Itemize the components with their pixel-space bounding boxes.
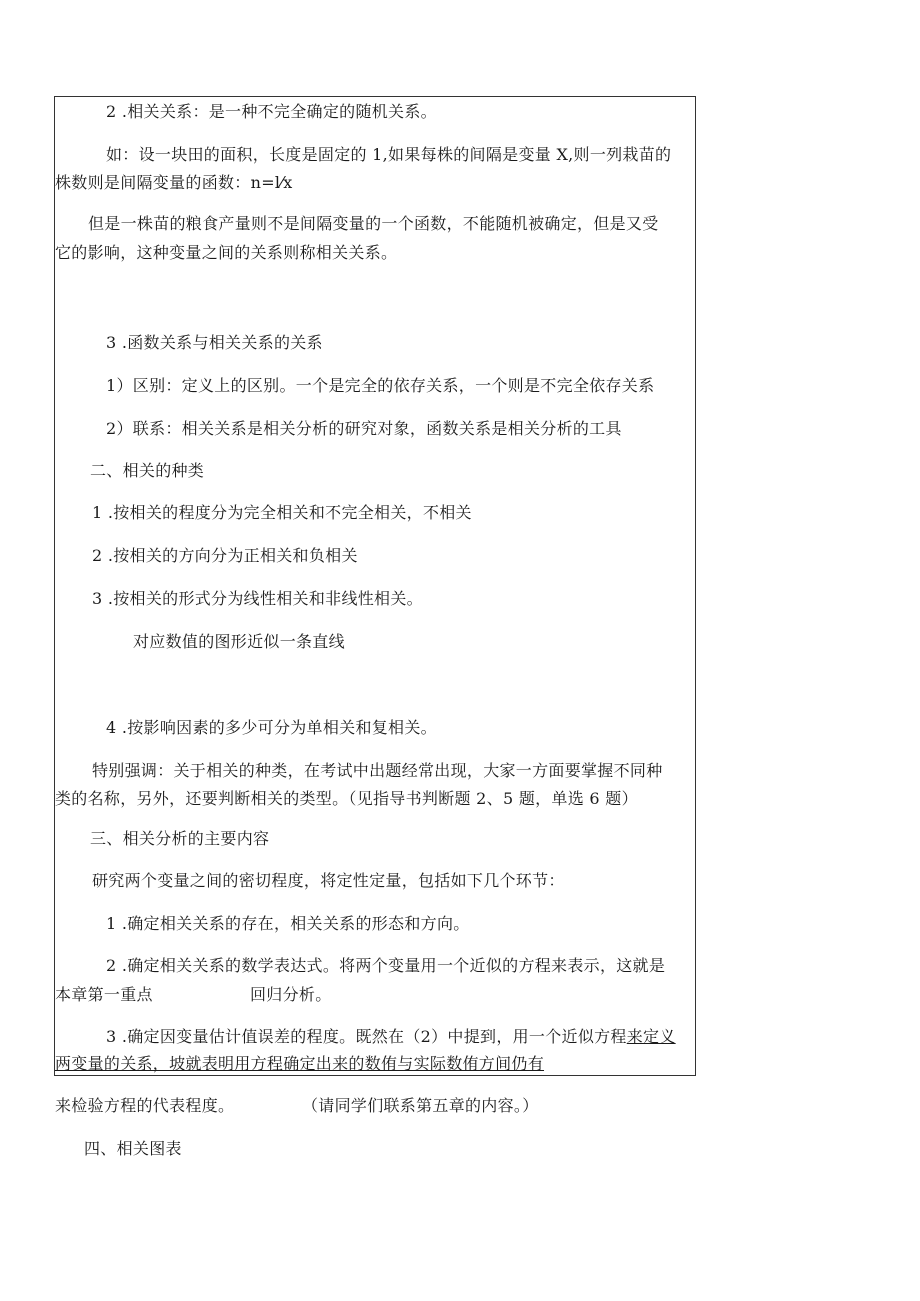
heading-main-content: 三、相关分析的主要内容 bbox=[90, 829, 270, 848]
paragraph-example-line2: 株数则是间隔变量的函数：n=l⁄x bbox=[55, 173, 293, 192]
paragraph-verify-a: 来检验方程的代表程度。 bbox=[55, 1096, 235, 1115]
paragraph-function-vs-correlation: 3 .函数关系与相关关系的关系 bbox=[106, 333, 323, 352]
paragraph-step-3-line2: 两变量的关系，坡就表明用方程确定出来的数侑与实际数侑方间仍有 bbox=[55, 1054, 545, 1073]
paragraph-step-1: 1 .确定相关关系的存在，相关关系的形态和方向。 bbox=[106, 914, 470, 933]
paragraph-linear-note: 对应数值的图形近似一条直线 bbox=[133, 632, 345, 651]
paragraph-yield-line1: 但是一株苗的粮食产量则不是间隔变量的一个函数，不能随机被确定，但是又受 bbox=[88, 214, 659, 233]
paragraph-step-2-line2a: 本章第一重点 bbox=[55, 985, 153, 1004]
paragraph-research-intro: 研究两个变量之间的密切程度，将定性定量，包括如下几个环节： bbox=[92, 871, 565, 890]
paragraph-step-3-line1 bbox=[106, 1027, 676, 1047]
paragraph-type-direction: 2 .按相关的方向分为正相关和负相关 bbox=[92, 546, 358, 565]
paragraph-type-factors: 4 .按影响因素的多少可分为单相关和复相关。 bbox=[106, 718, 437, 737]
heading-correlation-charts: 四、相关图表 bbox=[84, 1139, 182, 1158]
paragraph-emphasis-line2: 类的名称，另外，还要判断相关的类型。（见指导书判断题 2、5 题，单选 6 题） bbox=[55, 789, 638, 808]
paragraph-type-degree: 1 .按相关的程度分为完全相关和不完全相关，不相关 bbox=[92, 503, 472, 522]
paragraph-correlation-definition: 2 .相关关系：是一种不完全确定的随机关系。 bbox=[106, 102, 437, 121]
paragraph-emphasis-line1: 特别强调：关于相关的种类，在考试中出题经常出现，大家一方面要掌握不同种 bbox=[92, 761, 663, 780]
heading-types-of-correlation: 二、相关的种类 bbox=[90, 461, 205, 480]
paragraph-step-2-line1: 2 .确定相关关系的数学表达式。将两个变量用一个近似的方程来表示，这就是 bbox=[106, 956, 666, 975]
paragraph-type-form: 3 .按相关的形式分为线性相关和非线性相关。 bbox=[92, 589, 423, 608]
paragraph-example-line1: 如：设一块田的面积，长度是固定的 1,如果每株的间隔是变量 X,则一列栽苗的 bbox=[106, 145, 672, 164]
paragraph-step-3-underlined: 来定义 bbox=[626, 1027, 676, 1046]
paragraph-step-3-text: 3 .确定因变量估计值误差的程度。既然在（2）中提到，用一个近似方程 bbox=[106, 1027, 627, 1046]
paragraph-step-2-line2b: 回归分析。 bbox=[250, 985, 332, 1004]
paragraph-relation: 2）联系：相关关系是相关分析的研究对象，函数关系是相关分析的工具 bbox=[106, 419, 622, 438]
paragraph-verify-b: （请同学们联系第五章的内容。） bbox=[302, 1096, 539, 1115]
paragraph-difference: 1）区别：定义上的区别。一个是完全的依存关系，一个则是不完全依存关系 bbox=[106, 376, 655, 395]
paragraph-yield-line2: 它的影响，这种变量之间的关系则称相关关系。 bbox=[55, 243, 398, 262]
